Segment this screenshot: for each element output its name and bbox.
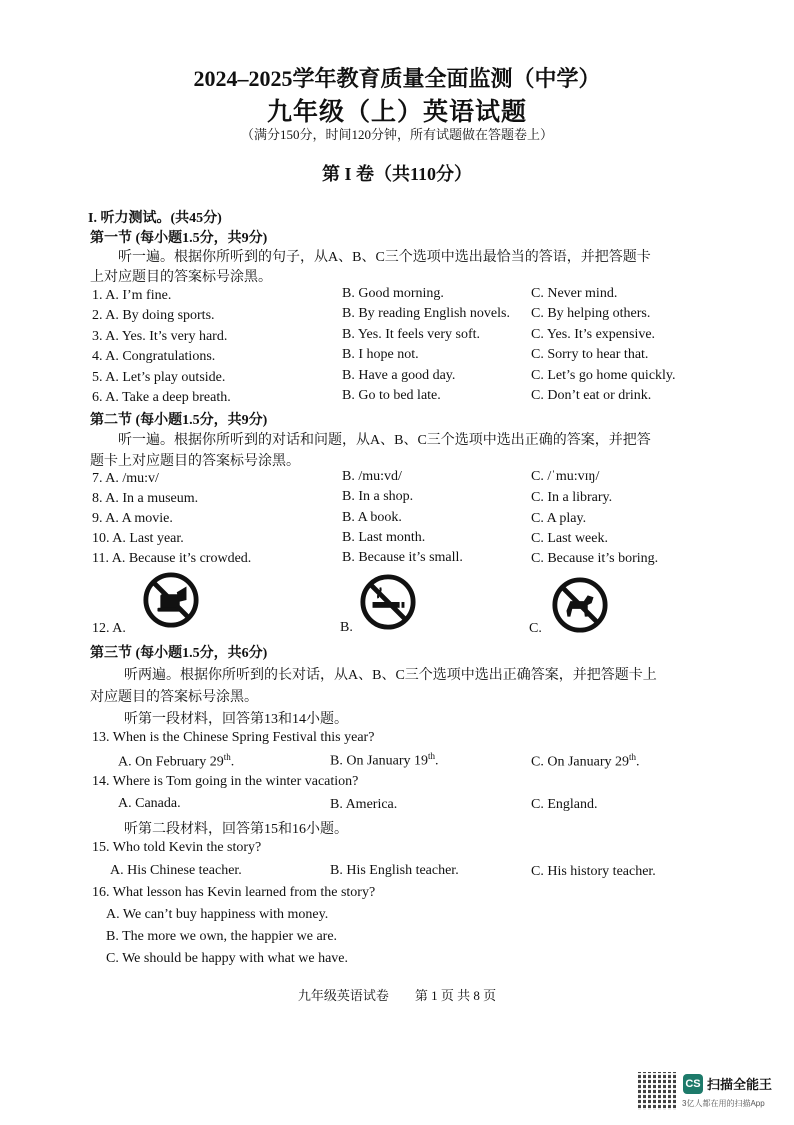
q7-option-a: 7. A. /mu:v/ — [92, 471, 159, 486]
q1-option-b: B. Good morning. — [342, 286, 444, 301]
volume-heading: 第 I 卷（共110分） — [321, 164, 472, 184]
q15-option-b: B. His English teacher. — [330, 863, 459, 878]
q15-stem: 15. Who told Kevin the story? — [92, 840, 262, 855]
q2-option-a: 2. A. By doing sports. — [92, 308, 215, 323]
q8-option-a: 8. A. In a museum. — [92, 491, 199, 506]
q3-option-b: B. Yes. It feels very soft. — [342, 327, 481, 342]
q13-stem: 13. When is the Chinese Spring Festival this year? — [92, 730, 375, 745]
q4-option-a: 4. A. Congratulations. — [92, 349, 216, 364]
q9-option-c: C. A play. — [531, 511, 587, 526]
q4-option-b: B. I hope not. — [342, 347, 419, 362]
q8-option-c: C. In a library. — [531, 490, 613, 505]
sec2-instruction-line1: 听一遍。根据你所听到的对话和问题，从A、B、C三个选项中选出正确的答案，并把答 — [118, 433, 651, 448]
q5-option-a: 5. A. Let’s play outside. — [92, 370, 226, 385]
q1-option-c: C. Never mind. — [531, 286, 618, 301]
scanner-logo: CS — [683, 1074, 703, 1094]
q3-option-a: 3. A. Yes. It’s very hard. — [92, 329, 228, 344]
q16-option-b: B. The more we own, the happier we are. — [106, 929, 338, 944]
q5-option-c: C. Let’s go home quickly. — [531, 368, 676, 383]
no-smoking-icon — [359, 573, 417, 636]
q6-option-b: B. Go to bed late. — [342, 388, 441, 403]
q2-option-c: C. By helping others. — [531, 306, 651, 321]
q6-option-c: C. Don’t eat or drink. — [531, 388, 652, 403]
q13-option-a: A. On February 29th. — [118, 752, 235, 770]
q14-option-b: B. America. — [330, 797, 398, 812]
sec2-instruction-line2: 题卡上对应题目的答案标号涂黑。 — [90, 454, 300, 469]
q15-option-a: A. His Chinese teacher. — [110, 863, 242, 878]
exam-title: 2024–2025学年教育质量全面监测（中学） — [193, 66, 601, 91]
page-footer: 九年级英语试卷 第 1 页 共 8 页 — [297, 988, 497, 1003]
scanner-app-name: 扫描全能王 — [707, 1077, 773, 1092]
q14-stem: 14. Where is Tom going in the winter vacation? — [92, 774, 359, 789]
sec1-instruction-line2: 上对应题目的答案标号涂黑。 — [90, 270, 272, 285]
q12-label-a: 12. A. — [92, 621, 126, 636]
q13-option-c: C. On January 29th. — [531, 752, 640, 770]
no-dogs-icon — [551, 576, 609, 639]
part1-heading: I. 听力测试。(共45分) — [88, 211, 222, 226]
q13-option-b: B. On January 19th. — [330, 751, 439, 769]
q12-label-c: C. — [529, 621, 542, 636]
q6-option-a: 6. A. Take a deep breath. — [92, 390, 231, 405]
q9-option-b: B. A book. — [342, 510, 402, 525]
q7-option-b: B. /mu:vd/ — [342, 469, 402, 484]
q10-option-b: B. Last month. — [342, 530, 426, 545]
q1-option-a: 1. A. I’m fine. — [92, 288, 172, 303]
qr-code-icon — [638, 1072, 676, 1110]
q11-option-c: C. Because it’s boring. — [531, 551, 659, 566]
q16-stem: 16. What lesson has Kevin learned from the story? — [92, 885, 376, 900]
scanner-tagline: 3亿人都在用的扫描App — [682, 1099, 765, 1108]
material-2-note: 听第二段材料，回答第15和16小题。 — [124, 822, 348, 837]
sec3-heading: 第三节 (每小题1.5分，共6分) — [90, 646, 268, 661]
q8-option-b: B. In a shop. — [342, 489, 414, 504]
q11-option-b: B. Because it’s small. — [342, 550, 463, 565]
sec2-heading: 第二节 (每小题1.5分，共9分) — [90, 413, 268, 428]
q14-option-a: A. Canada. — [118, 796, 181, 811]
no-food-icon — [142, 571, 200, 634]
q16-option-a: A. We can’t buy happiness with money. — [106, 907, 329, 922]
q3-option-c: C. Yes. It’s expensive. — [531, 327, 656, 342]
q11-option-a: 11. A. Because it’s crowded. — [92, 551, 252, 566]
q2-option-b: B. By reading English novels. — [342, 306, 510, 321]
sec3-instruction-line1: 听两遍。根据你所听到的长对话，从A、B、C三个选项中选出正确答案，并把答题卡上 — [124, 668, 657, 683]
exam-note: （满分150分，时间120分钟，所有试题做在答题卷上） — [240, 127, 553, 142]
q4-option-c: C. Sorry to hear that. — [531, 347, 649, 362]
q10-option-a: 10. A. Last year. — [92, 531, 184, 546]
q7-option-c: C. /ˈmu:vɪŋ/ — [531, 469, 600, 484]
q15-option-c: C. His history teacher. — [531, 864, 656, 879]
exam-subtitle: 九年级（上）英语试题 — [266, 99, 527, 126]
material-1-note: 听第一段材料，回答第13和14小题。 — [124, 712, 348, 727]
q16-option-c: C. We should be happy with what we have. — [106, 951, 349, 966]
sec1-instruction-line1: 听一遍。根据你所听到的句子，从A、B、C三个选项中选出最恰当的答语，并把答题卡 — [118, 250, 651, 265]
q14-option-c: C. England. — [531, 797, 598, 812]
sec1-heading: 第一节 (每小题1.5分，共9分) — [90, 231, 268, 246]
q12-label-b: B. — [340, 620, 353, 635]
q9-option-a: 9. A. A movie. — [92, 511, 173, 526]
q10-option-c: C. Last week. — [531, 531, 608, 546]
q5-option-b: B. Have a good day. — [342, 368, 456, 383]
sec3-instruction-line2: 对应题目的答案标号涂黑。 — [90, 690, 258, 705]
